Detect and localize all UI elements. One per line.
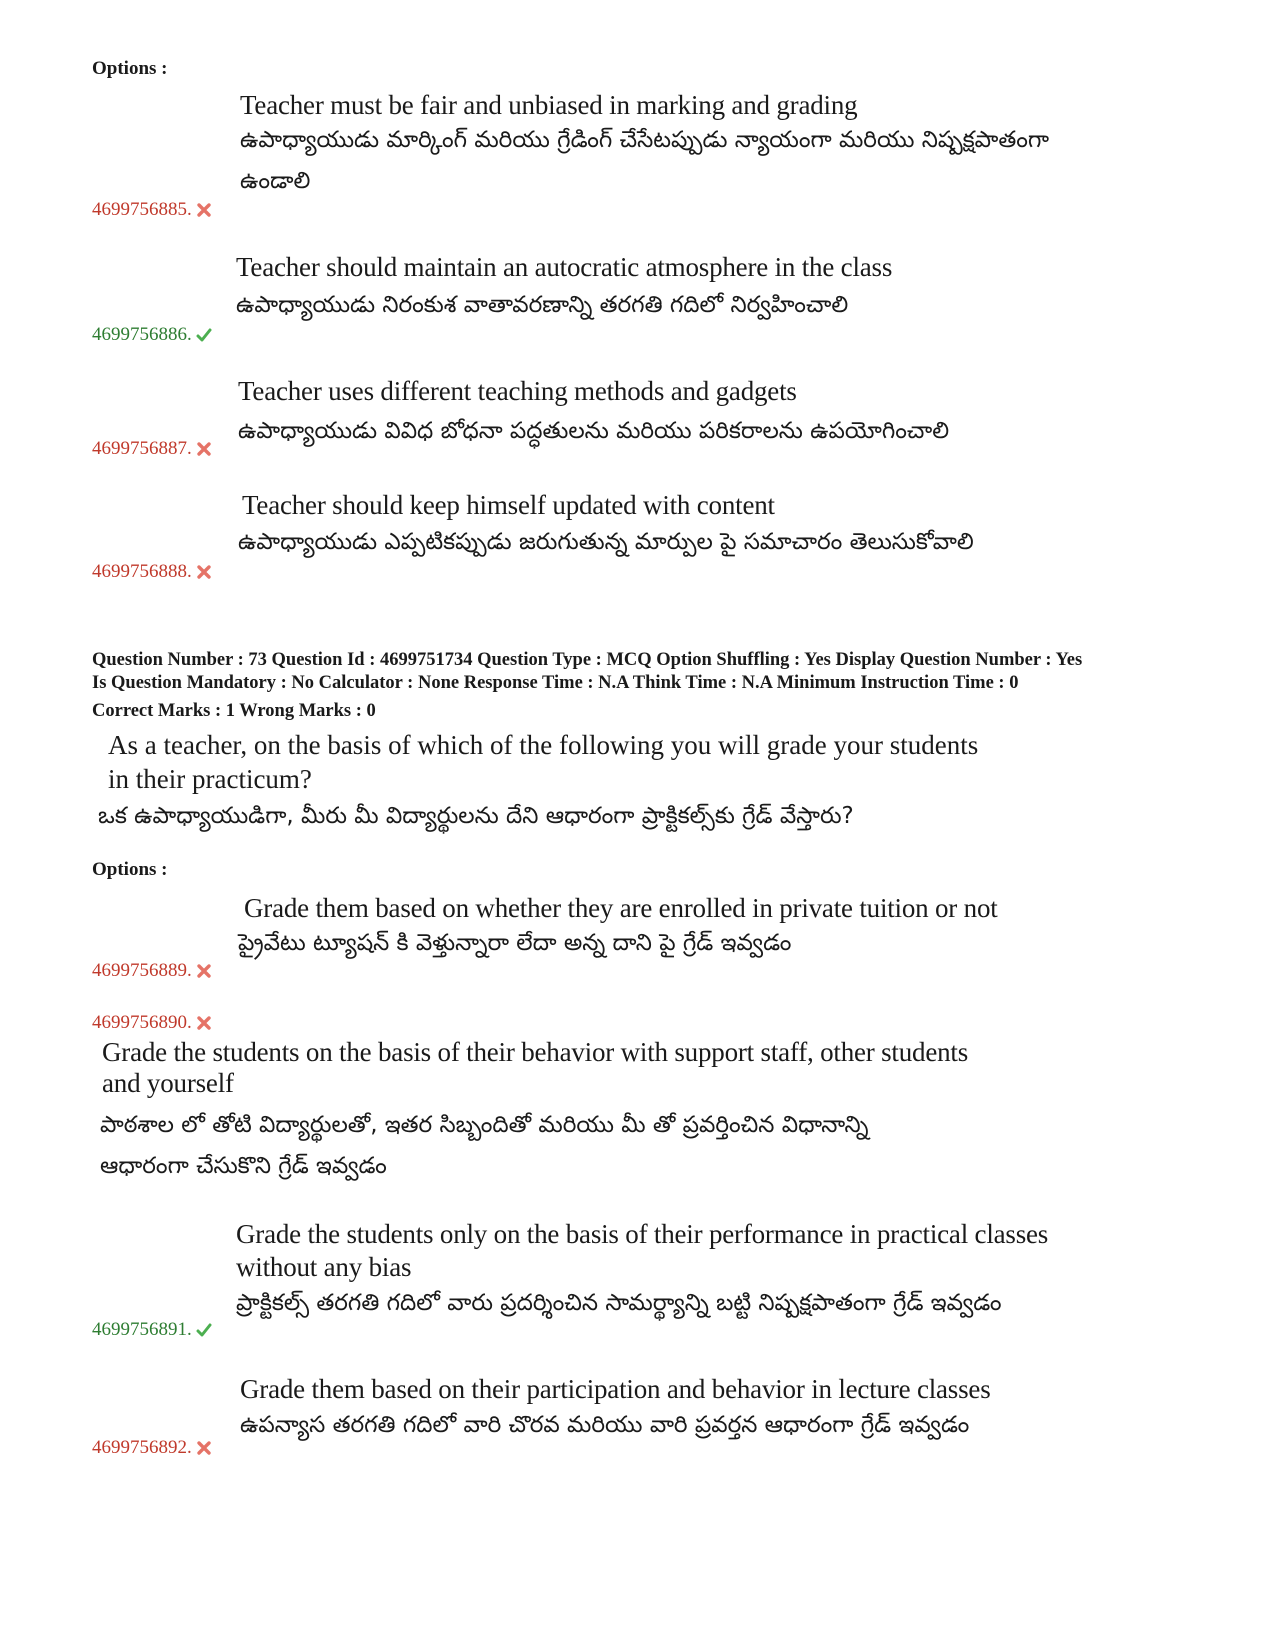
option-id: 4699756892. bbox=[92, 1437, 212, 1459]
option-text-en: Grade them based on their participation and behavior in lecture classes bbox=[240, 1374, 991, 1404]
cross-icon bbox=[196, 1015, 212, 1031]
option-id: 4699756891. bbox=[92, 1319, 212, 1341]
option-id: 4699756885. bbox=[92, 199, 212, 221]
option-text-te: పాఠశాల లో తోటి విద్యార్థులతో, ఇతర సిబ్బందితో మరియు మీ తో ప్రవర్తించిన విధానాన్ని bbox=[100, 1112, 869, 1138]
option-text-en: Grade the students on the basis of their behavior with support staff, other students bbox=[102, 1037, 969, 1067]
question-meta-line: Question Number : 73 Question Id : 4699751734 Question Type : MCQ Option Shuffling : Yes Display Question Number : Yes bbox=[92, 650, 1083, 670]
cross-icon bbox=[196, 963, 212, 979]
question-text-en: As a teacher, on the basis of which of the following you will grade your students bbox=[108, 730, 979, 760]
option-id: 4699756890. bbox=[92, 1012, 212, 1034]
option-id: 4699756889. bbox=[92, 960, 212, 982]
option-text-en: Teacher must be fair and unbiased in marking and grading bbox=[240, 90, 858, 120]
option-text-en: Teacher should keep himself updated with content bbox=[242, 490, 775, 520]
option-text-te: ఉపాధ్యాయుడు నిరంకుశ వాతావరణాన్ని తరగతి గదిలో నిర్వహించాలి bbox=[236, 292, 849, 318]
question-meta-line: Correct Marks : 1 Wrong Marks : 0 bbox=[92, 701, 376, 721]
option-id: 4699756887. bbox=[92, 438, 212, 460]
option-text-te: ఉపాధ్యాయుడు మార్కింగ్ మరియు గ్రేడింగ్ చేసేటప్పుడు న్యాయంగా మరియు నిష్పక్షపాతంగా bbox=[240, 127, 1050, 153]
cross-icon bbox=[196, 441, 212, 457]
options-label: Options : bbox=[92, 859, 168, 880]
option-text-te: ఉపాధ్యాయుడు వివిధ బోధనా పద్ధతులను మరియు పరికరాలను ఉపయోగించాలి bbox=[238, 418, 950, 444]
question-text-te: ఒక ఉపాధ్యాయుడిగా, మీరు మీ విద్యార్థులను దేని ఆధారంగా ప్రాక్టికల్స్‌కు గ్రేడ్ వేస్తారు? bbox=[98, 803, 854, 829]
option-text-te: ఉపాధ్యాయుడు ఎప్పటికప్పుడు జరుగుతున్న మార్పుల పై సమాచారం తెలుసుకోవాలి bbox=[238, 529, 974, 555]
option-text-te: ప్రైవేటు ట్యూషన్ కి వెళ్తున్నారా లేదా అన్న దాని పై గ్రేడ్ ఇవ్వడం bbox=[238, 930, 792, 956]
option-text-te: ఉండాలి bbox=[240, 168, 311, 194]
option-text-en: and yourself bbox=[102, 1068, 234, 1098]
option-text-en: without any bias bbox=[236, 1252, 412, 1282]
question-text-en: in their practicum? bbox=[108, 764, 312, 794]
option-text-te: ఉపన్యాస తరగతి గదిలో వారి చొరవ మరియు వారి ప్రవర్తన ఆధారంగా గ్రేడ్ ఇవ్వడం bbox=[240, 1412, 970, 1438]
question-meta-line: Is Question Mandatory : No Calculator : None Response Time : N.A Think Time : N.A Minimum Instruction Time : 0 bbox=[92, 673, 1019, 693]
option-text-en: Teacher uses different teaching methods and gadgets bbox=[238, 376, 797, 406]
check-icon bbox=[196, 1322, 212, 1338]
options-label: Options : bbox=[92, 58, 168, 79]
cross-icon bbox=[196, 1440, 212, 1456]
option-text-en: Grade them based on whether they are enrolled in private tuition or not bbox=[244, 893, 998, 923]
option-text-te: ఆధారంగా చేసుకొని గ్రేడ్ ఇవ్వడం bbox=[100, 1153, 387, 1179]
cross-icon bbox=[196, 202, 212, 218]
option-text-en: Grade the students only on the basis of their performance in practical classes bbox=[236, 1219, 1049, 1249]
option-text-en: Teacher should maintain an autocratic atmosphere in the class bbox=[236, 252, 893, 282]
option-id: 4699756886. bbox=[92, 324, 212, 346]
cross-icon bbox=[196, 564, 212, 580]
option-text-te: ప్రాక్టికల్స్ తరగతి గదిలో వారు ప్రదర్శించిన సామర్థ్యాన్ని బట్టి నిష్పక్షపాతంగా గ్రేడ్ ఇవ్వడం bbox=[236, 1290, 1002, 1316]
check-icon bbox=[196, 327, 212, 343]
option-id: 4699756888. bbox=[92, 561, 212, 583]
